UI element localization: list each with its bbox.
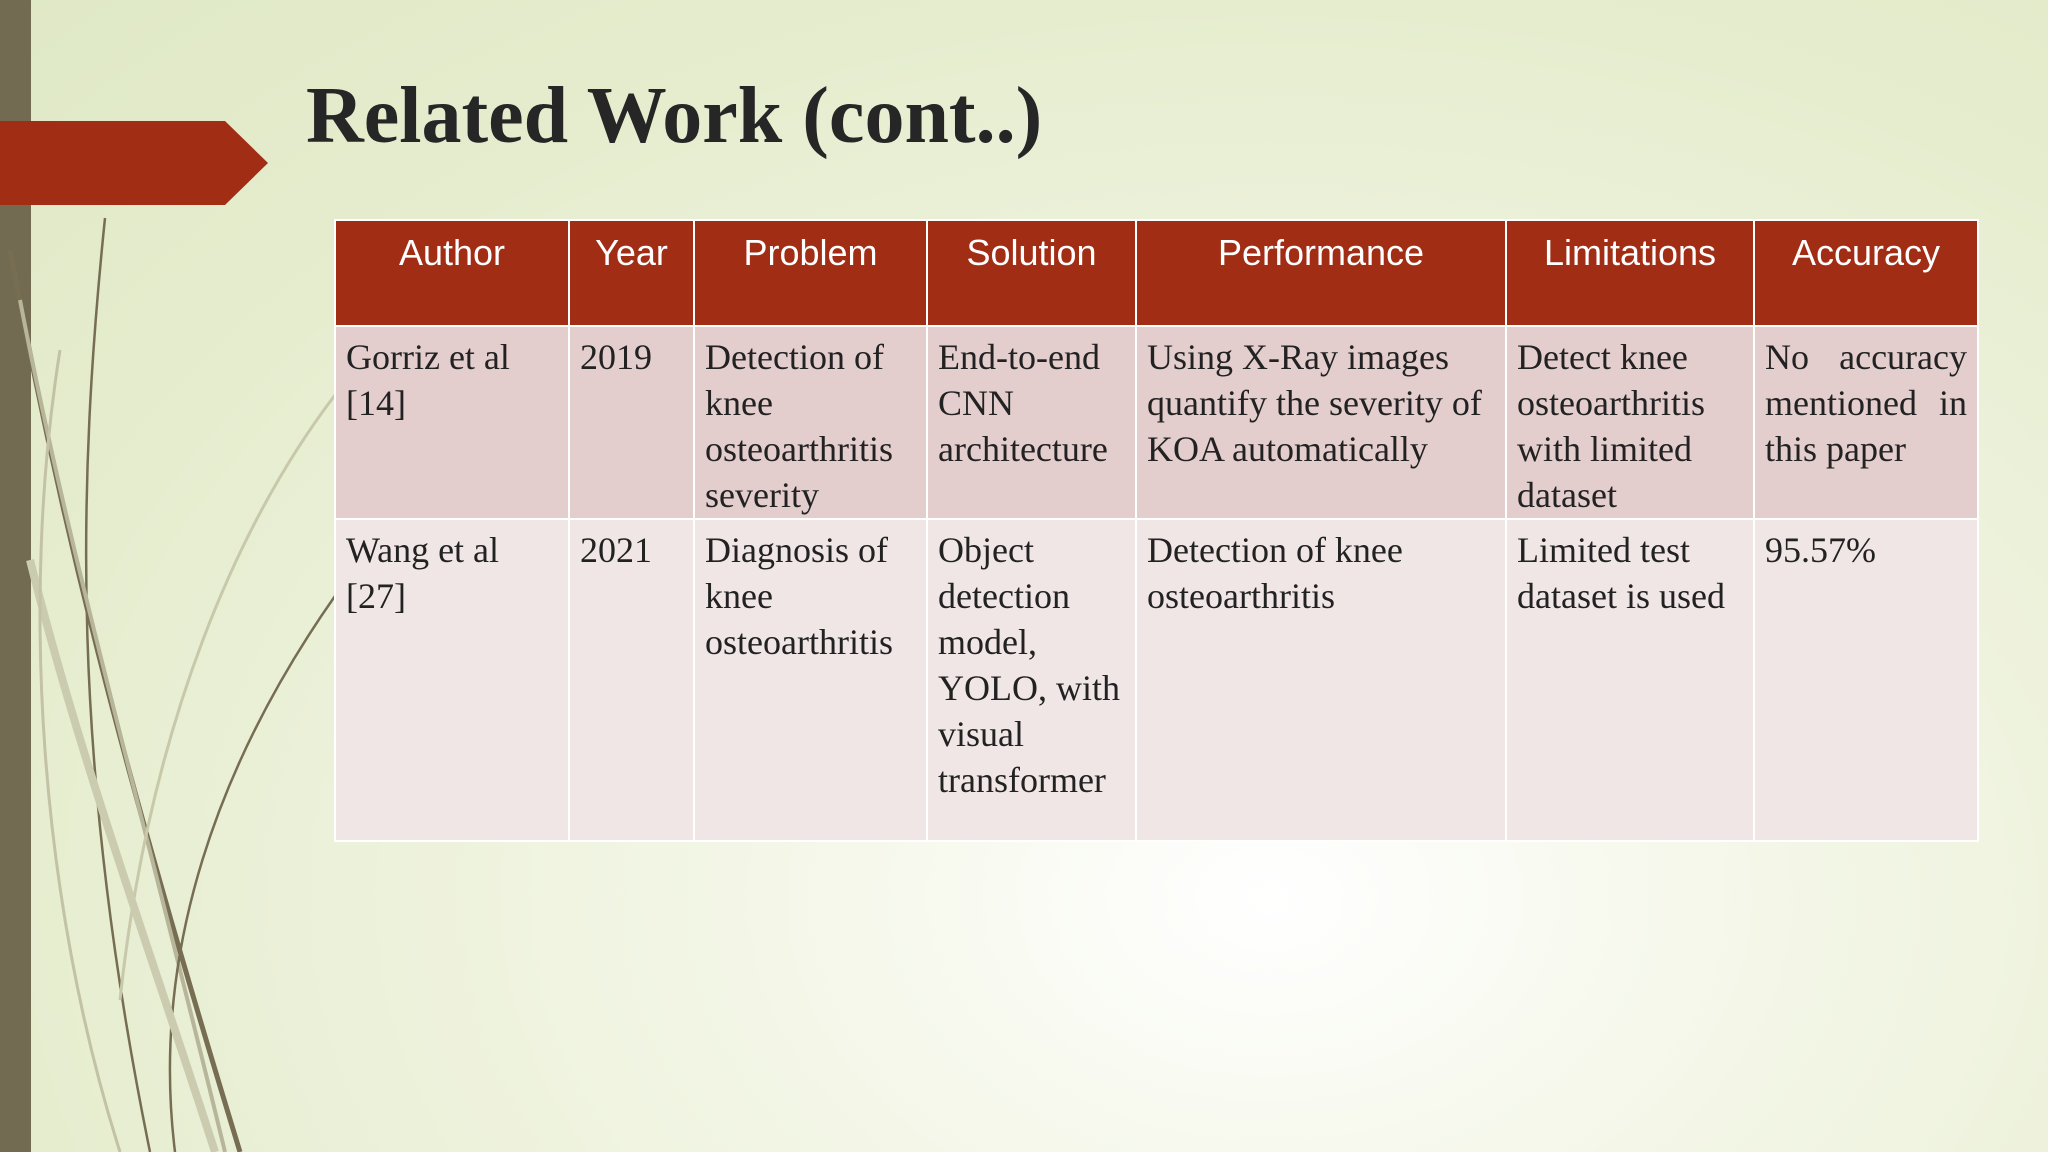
author-cell: Gorriz et al [14] — [335, 326, 569, 519]
related-work-table — [334, 219, 1979, 842]
table-row — [335, 519, 1978, 841]
performance-cell: Detection of knee osteoarthritis — [1136, 519, 1506, 841]
accuracy-cell: 95.57% — [1754, 519, 1978, 841]
performance-cell: Using X-Ray images quantify the severity of KOA automatically — [1136, 326, 1506, 519]
accuracy-cell: No accuracy mentioned in this paper — [1754, 326, 1978, 519]
table-row — [335, 326, 1978, 519]
column-header: Author — [335, 220, 569, 326]
year-cell: 2021 — [569, 519, 694, 841]
column-header: Year — [569, 220, 694, 326]
author-cell: Wang et al [27] — [335, 519, 569, 841]
problem-cell: Diagnosis of knee osteoarthritis — [694, 519, 927, 841]
limitations-cell: Detect knee osteoarthritis with limited dataset — [1506, 326, 1754, 519]
column-header: Performance — [1136, 220, 1506, 326]
table-header-row — [335, 220, 1978, 326]
limitations-cell: Limited test dataset is used — [1506, 519, 1754, 841]
solution-cell: Object detection model, YOLO, with visual transformer — [927, 519, 1136, 841]
title-arrow-shape — [0, 0, 300, 220]
problem-cell: Detection of knee osteoarthritis severity — [694, 326, 927, 519]
column-header: Accuracy — [1754, 220, 1978, 326]
solution-cell: End-to-end CNN architecture — [927, 326, 1136, 519]
column-header: Limitations — [1506, 220, 1754, 326]
year-cell: 2019 — [569, 326, 694, 519]
slide-title: Related Work (cont..) — [306, 72, 1043, 160]
column-header: Problem — [694, 220, 927, 326]
column-header: Solution — [927, 220, 1136, 326]
